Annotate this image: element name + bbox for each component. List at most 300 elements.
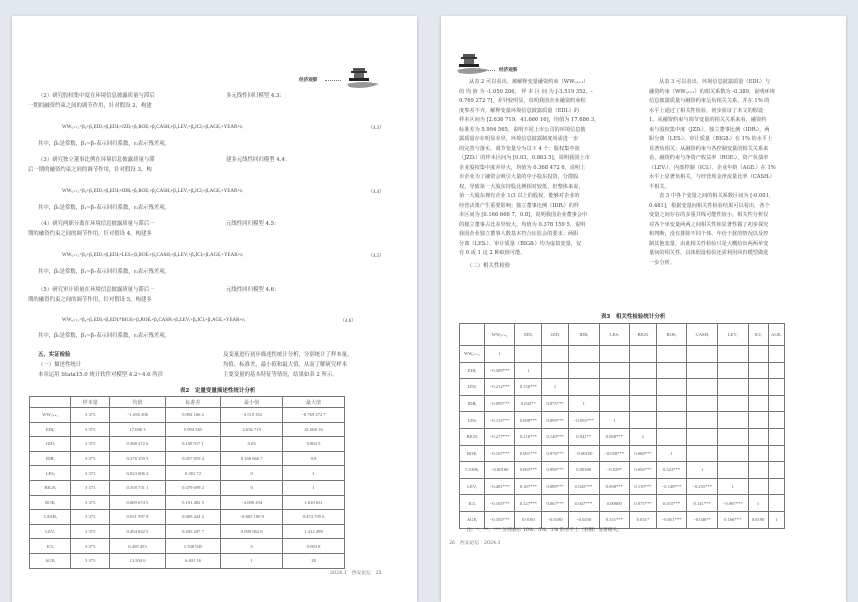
paragraph-line: 市企业为了融资会吸引大量的中小股东投资，分散股 (459, 174, 579, 180)
equation-4-3: WWᵢ,ₜ₊₁=β₀+β₁EDIᵢ+β₂EDIᵢ×JZDᵢ+β₃ROEᵢ+β₄CASHᵢ+β₅LEVᵢ+β₆ICIᵢ+β₇AGEᵢ+YEAR+εᵢ (62, 125, 244, 130)
table-2-value-cell: 3 373 (71, 466, 110, 481)
table-2-value-cell: 3 373 (71, 539, 110, 554)
table-3-value-cell (768, 445, 784, 462)
section-paragraph-left: 本章运用 Stata15.0 统计软件对模型 4.2~4.6 所涉 (38, 372, 164, 378)
table-3-value-cell (748, 478, 768, 495)
table-2-value-cell: 3 373 (71, 408, 110, 423)
paragraph-line: 和判断，没有排除不同个体、年份干扰的情况以及控 (649, 231, 769, 237)
paragraph-line: 表 3 中各个变量之间的相关系数区间为 [-0.001， (659, 193, 775, 199)
table-3-value-cell: −0.148*** (656, 478, 687, 495)
table-3-header-row (460, 324, 785, 346)
paragraph-line: 一步分析。 (649, 259, 675, 266)
table-2-row (30, 437, 345, 452)
table-3-value-cell: −0.029* (599, 462, 630, 479)
paragraph-line: 样本区间为 [2.636 719，41.660 16]，均值为 17.686 3， (459, 117, 600, 123)
hypothesis-4-model: 元线性回归模型 4.5： (226, 221, 280, 227)
table-3-value-cell: 0.096*** (542, 462, 569, 479)
table-2-value-cell: 0.069 674 5 (110, 495, 166, 510)
table-3-note: 注：*、**、*** 分别表示 10%、5%、1% 的水平上（双侧）显著相关。 (467, 528, 623, 533)
journal-header: 经济观察 (499, 68, 518, 73)
table-3-value-cell: −0.093*** (568, 412, 599, 429)
table-3-value-cell: −0.183*** (484, 511, 515, 528)
table-2-value-cell: 13.504 6 (110, 553, 166, 568)
table-2-row (30, 408, 345, 423)
table-3-value-cell: −0.389*** (484, 362, 515, 379)
table-2-value-cell: −3.519 352 (221, 408, 283, 423)
paragraph-line: 看，融资约束与净资产收益率（ROEᵢ）、资产负债率 (649, 155, 769, 161)
table-3-value-cell (717, 362, 748, 379)
table-2-header-cell: 样本量 (71, 397, 110, 408)
table-3-value-cell (748, 412, 768, 429)
table-2-value-cell: 1 (283, 480, 345, 495)
hypothesis-5-intro-cont: 期的融资约束之间的调节作用，针对假设 5，构建多 (28, 297, 152, 303)
table-3-value-cell: −0.212*** (484, 379, 515, 396)
table-2-value-cell: 0.863 5 (283, 437, 345, 452)
paragraph-line: 经营决策产生重要影响；独立董事比例（IDRᵢ）的样 (459, 202, 580, 209)
table-3-value-cell (768, 462, 784, 479)
table-2-row (30, 495, 345, 510)
table-3-row (460, 428, 785, 445)
page-footer-right: 26 西安论坛 2024.1 (449, 541, 501, 546)
table-2-variable-cell: AGEᵢ (30, 553, 71, 568)
table-3-value-cell (768, 362, 784, 379)
table-3-value-cell (515, 346, 542, 363)
table-3-value-cell: 0.041** (568, 428, 599, 445)
header-divider (325, 80, 341, 81)
table-3-header-cell: EDIᵢ (515, 324, 542, 346)
table-3-value-cell (568, 346, 599, 363)
table-3-value-cell: 0.068*** (630, 445, 657, 462)
text-column-left (459, 78, 644, 259)
page-footer-left: 2024.1 西安论坛 25 (330, 571, 382, 576)
equation-4-6: WWᵢ,ₜ₊₁=β₀+β₁EDIᵢ+β₂EDIᵢ*BIG8ᵢ+β₃ROEᵢ+β₄CASHᵢ+β₅LEVᵢ+β₆ICIᵢ+β₇AGEᵢ+YEAR+εᵢ (62, 318, 246, 323)
table-2-value-cell: 6.459 453 (110, 539, 166, 554)
table-3-value-cell (630, 395, 657, 412)
paragraph-line: 量间的相关性，具体假设检验还需利用回归模型做进 (649, 250, 769, 256)
table-2-variable-cell: WWᵢ,ₜ₊₁ (30, 408, 71, 423)
table-2-value-cell: 3 373 (71, 553, 110, 568)
table-3-value-cell (542, 362, 569, 379)
table-3-value-cell (656, 379, 687, 396)
paragraph-line: 从表 3 可以看出，环境信息披露质量（EDIᵢ）与 (659, 79, 771, 85)
table-3-row (460, 462, 785, 479)
table-2-row (30, 539, 345, 554)
table-3-value-cell (656, 428, 687, 445)
table-3-value-cell: −0.167*** (484, 445, 515, 462)
table-2-value-cell: 1.412 498 (283, 524, 345, 539)
table-3-value-cell (768, 395, 784, 412)
table-3-value-cell (768, 495, 784, 512)
table-3-value-cell (656, 412, 687, 429)
table-3-value-cell (717, 428, 748, 445)
table-2-variable-cell: ROEᵢ (30, 495, 71, 510)
paragraph-line: 度参差不齐。解释变量环境信息披露质量（EDIᵢ）的 (459, 107, 579, 114)
table-3-value-cell: −0.0250 (568, 511, 599, 528)
table-2-value-cell: 0.051 597 9 (110, 510, 166, 525)
table-2-descriptive-stats (29, 396, 345, 569)
section-paragraph-right-line: 均值、标准差、最小值和最大值，从而了解研究样本 (223, 362, 347, 368)
table-2-value-cell: 0.166 666 7 (221, 451, 283, 466)
table-3-value-cell (717, 395, 748, 412)
table-3-value-cell: 0.075*** (630, 495, 657, 512)
table-3-value-cell (717, 346, 748, 363)
table-3-value-cell (748, 428, 768, 445)
table-2-variable-cell: LESᵢ (30, 466, 71, 481)
table-3-value-cell (768, 412, 784, 429)
table-3-value-cell: 1 (656, 445, 687, 462)
table-3-value-cell: 0.00800 (599, 495, 630, 512)
table-2-value-cell: 3 373 (71, 495, 110, 510)
table-3-value-cell (687, 379, 718, 396)
paragraph-line: 0.769 272 7]，差异较明显，说明我国企业融资约束程 (459, 98, 586, 104)
table-3-value-cell (568, 379, 599, 396)
table-3-value-cell (717, 379, 748, 396)
hypothesis-2-intro-cont: 一期的融资约束之间的调节作用，针对假设 2，构建 (28, 103, 152, 109)
table-2-value-cell: 0.158 917 1 (165, 437, 221, 452)
hypothesis-3-intro-cont: 后一期的融资约束之间的调节作用，针对假设 3，构 (28, 167, 152, 173)
section-paragraph-right-line: 及变量进行初步描述性统计分析，分别统计了样本量、 (223, 352, 353, 358)
paragraph-line: 不相关。 (649, 183, 670, 190)
table-2-value-cell: 0.823 006 2 (110, 466, 166, 481)
table-3-header-cell: ROEᵢ (656, 324, 687, 346)
table-3-value-cell: 0.043** (515, 395, 542, 412)
equation-number-4-6: （4.6） (340, 319, 357, 324)
table-3-value-cell (568, 362, 599, 379)
table-2-value-cell: 6.401 16 (165, 553, 221, 568)
table-2-value-cell: 1 (221, 553, 283, 568)
table-3-header-cell: CASHᵢ (687, 324, 718, 346)
paragraph-line: （LEVᵢ）、内部控制（ICIᵢ）、企业年龄（AGEᵢ）在 1% (649, 164, 776, 171)
table-3-value-cell: 1 (599, 412, 630, 429)
table-3-value-cell (630, 362, 657, 379)
hypothesis-4-intro-cont: 期的融资约束之间的调节作用，针对假设 4，构建多 (28, 231, 152, 237)
paragraph-line: 职分离（LESᵢ）、审计质量（BIG8ᵢ）在 1% 的水平上 (649, 136, 773, 142)
paragraph-line: 1。从融资约束与调节变量的相关关系来看，融资约 (649, 117, 767, 123)
table-2-value-cell: 17.686 3 (110, 422, 166, 437)
paragraph-line: 分离（LESᵢ）、审计质量（BIG8ᵢ）均为虚拟变量，仅 (459, 240, 582, 247)
table-3-value-cell: −0.163*** (484, 495, 515, 512)
table-3-value-cell: 0.045*** (568, 478, 599, 495)
table-3-caption: 表3 相关性检验统计分析 (601, 314, 666, 320)
table-2-value-cell: 3 373 (71, 422, 110, 437)
table-2-variable-cell: ICIᵢ (30, 539, 71, 554)
table-2-value-cell: 0.479 699 2 (165, 480, 221, 495)
table-3-value-cell: 0.187*** (515, 478, 542, 495)
table-3-value-cell: 1 (568, 395, 599, 412)
table-2-row (30, 553, 345, 568)
equation-4-3-note: 其中，β₀是常数，β₁~β₇表示回归系数，εᵢ表示残差项。 (38, 141, 171, 147)
table-2-variable-cell: CASHᵢ (30, 510, 71, 525)
table-2-variable-cell: LEVᵢ (30, 524, 71, 539)
table-3-value-cell (599, 395, 630, 412)
paragraph-line: 束与股权集中度（JZDᵢ）、独立董事比例（IDRᵢ）、两 (649, 126, 770, 133)
table-2-value-cell: 0.358 731 1 (110, 480, 166, 495)
table-2-variable-cell: BIG8ᵢ (30, 480, 71, 495)
table-3-value-cell: 1 (630, 428, 657, 445)
table-3-value-cell: 0.060*** (599, 428, 630, 445)
table-3-value-cell (630, 412, 657, 429)
table-2-value-cell: 0 (221, 539, 283, 554)
table-2-value-cell: 0.092 166 2 (165, 408, 221, 423)
table-2-row (30, 451, 345, 466)
hypothesis-5-intro: （5）研究审计质量在环境信息披露质量与滞后一 (38, 287, 155, 293)
table-3-variable-cell: ROEᵢ (460, 445, 485, 462)
hypothesis-3-intro: （3）研究独立董事比例在环境信息披露质量与滞 (38, 157, 155, 163)
table-3-value-cell (687, 428, 718, 445)
table-3-value-cell: 0.098*** (515, 412, 542, 429)
table-3-value-cell: 0.067*** (542, 495, 569, 512)
journal-header: 经济观察 (299, 78, 318, 83)
paragraph-line: 变量之间存在的多重共线可能性较小。相关性分析仅 (649, 212, 769, 218)
table-2-header-cell: 最大值 (283, 397, 345, 408)
table-3-value-cell (748, 346, 768, 363)
hypothesis-3-model: 建多元线性回归模型 4.4： (226, 157, 291, 163)
table-3-header-cell: AGEᵢ (768, 324, 784, 346)
paragraph-line: 标准差为 5.994 565，说明不同上市公司的环境信息披 (459, 126, 586, 133)
equation-4-5: WWᵢ,ₜ₊₁=β₀+β₁EDIᵢ+β₂EDIᵢ×LESᵢ+β₃ROEᵢ+β₄CASHᵢ+β₅LEVᵢ+β₆ICIᵢ+β₇AGEᵢ+YEAR+εᵢ (62, 253, 244, 258)
table-3-row (460, 445, 785, 462)
paragraph-line: 水平上通过了相关性检验，初步验证了本文的假设 (649, 107, 764, 114)
equation-number-4-3: （4.3） (368, 126, 385, 131)
table-3-value-cell (768, 379, 784, 396)
table-2-value-cell: 0.205 207 7 (165, 524, 221, 539)
table-3-value-cell: −0.067*** (717, 495, 748, 512)
table-3-row (460, 395, 785, 412)
equation-4-5-note: 其中，β₀是常数，β₁~β₇表示回归系数，εᵢ表示残差项。 (38, 269, 171, 275)
paragraph-line: 显著负相关；从融资约束与各控制变量的相关关系来 (649, 145, 769, 152)
table-3-value-cell: 0.323*** (656, 462, 687, 479)
table-3-value-cell (748, 445, 768, 462)
table-2-value-cell: 0.03 (221, 437, 283, 452)
paragraph-line: 我国企业独立董事人数基本符合证监会的要求；两职 (459, 231, 579, 237)
paragraph-line: 制其他变量，由此相关性检验只是大概给出两两单变 (649, 240, 769, 247)
table-3-value-cell (599, 362, 630, 379)
table-3-value-cell: −0.0180 (542, 511, 569, 528)
section-paragraph-right-line: 主要变量的基本特征等情况，结果如表 2 所示。 (223, 372, 338, 378)
paragraph-line: 0.481]，根据变量间相关性检验结果可以看出，各个 (649, 202, 770, 209)
table-3-row (460, 362, 785, 379)
table-2-value-cell: 0 (221, 466, 283, 481)
table-3-header-cell: LESᵢ (599, 324, 630, 346)
table-3-value-cell: 1 (515, 362, 542, 379)
table-2-header-cell: 标准差 (165, 397, 221, 408)
text-column-right (649, 78, 834, 268)
journal-logo-icon (455, 52, 491, 78)
paragraph-line: 信息披露质量与融资约束呈负相关关系，并在 1% 的 (649, 98, 770, 104)
table-3-row (460, 412, 785, 429)
table-3-variable-cell: WWᵢ,ₜ₊₁ (460, 346, 485, 363)
paragraph-line: 本区间为 [0.166 666 7，0.8]，说明我国企业董事会中 (459, 212, 588, 218)
header-divider (479, 70, 495, 71)
hypothesis-2-model: 多元线性回归模型 4.3： (226, 93, 285, 99)
table-3-value-cell (599, 346, 630, 363)
table-3-value-cell (717, 462, 748, 479)
table-3-value-cell (717, 445, 748, 462)
table-3-value-cell: 0.166*** (717, 511, 748, 528)
table-3-value-cell: 0.063*** (515, 462, 542, 479)
table-3-header-cell: JZDᵢ (542, 324, 569, 346)
table-3-value-cell (687, 395, 718, 412)
equation-number-4-4: （4.4） (368, 190, 385, 195)
paragraph-line: 水平上显著负相关，与经营现金净流量比率（CASHᵢ） (649, 174, 775, 180)
section-title: 五、实证检验 (38, 352, 71, 358)
hypothesis-4-intro: （4）研究两职分离在环境信息披露质量与滞后一 (38, 221, 155, 227)
table-3-value-cell (748, 362, 768, 379)
table-2-value-cell: 0.069 424 2 (165, 510, 221, 525)
table-3-value-cell (599, 379, 630, 396)
left-page (12, 16, 417, 602)
table-3-value-cell: 0.075*** (542, 395, 569, 412)
table-3-value-cell: 1 (687, 462, 718, 479)
table-3-value-cell: 0.216*** (515, 428, 542, 445)
paragraph-line: （JZDᵢ）的样本区间为 [0.03，0.863 5]，说明我国上市 (459, 155, 590, 161)
table-3-value-cell (687, 412, 718, 429)
table-2-value-cell: 0.368 472 6 (110, 437, 166, 452)
table-2-value-cell: 3 373 (71, 437, 110, 452)
table-3-value-cell: 0.0190 (748, 511, 768, 528)
table-2-value-cell: 0.474 795 6 (283, 510, 345, 525)
table-2-row (30, 510, 345, 525)
paragraph-line: 的独立董事占比差异较大，均值为 0.376 159 5，说明 (459, 221, 586, 228)
table-3-value-cell: 1 (542, 379, 569, 396)
table-2-row (30, 524, 345, 539)
table-3-value-cell: 0.127*** (515, 495, 542, 512)
table-3-value-cell: 1 (768, 511, 784, 528)
table-3-value-cell (768, 346, 784, 363)
table-2-value-cell: 0.494 842 5 (110, 524, 166, 539)
equation-4-6-note: 其中，β₀是常数，β₁~β₇表示回归系数，εᵢ表示残差项。 (38, 333, 171, 339)
table-3-value-cell (748, 395, 768, 412)
table-2-value-cell: −0.769 272 7 (283, 408, 345, 423)
table-3-value-cell: 0.098*** (599, 478, 630, 495)
table-3-variable-cell: AGEᵢ (460, 511, 485, 528)
table-3-variable-cell: ICIᵢ (460, 495, 485, 512)
table-2-value-cell: 3 373 (71, 524, 110, 539)
table-3-value-cell: −0.095*** (484, 395, 515, 412)
hypothesis-5-model: 元线性回归模型 4.6： (226, 287, 280, 293)
table-3-value-cell: 0.089*** (542, 478, 569, 495)
paragraph-line: 权，导致第一大股东持股比例相对较低，但整体来说， (459, 183, 584, 190)
paragraph-line: 的完善与落实。调节变量分为以下 4 个：股权集中度 (459, 145, 580, 152)
table-3-value-cell: −0.481*** (484, 478, 515, 495)
table-3-value-cell: 0.099*** (542, 412, 569, 429)
table-2-value-cell: 1.338 945 (165, 539, 221, 554)
paragraph-line: 融资约束（WWᵢ,ₜ₊₁）的相关系数为 -0.389，说明环境 (649, 88, 775, 95)
table-3-value-cell (687, 445, 718, 462)
hypothesis-2-intro: （2）研究股权集中度在环境信息披露质量与滞后 (38, 93, 155, 99)
table-3-value-cell: 0.415*** (656, 495, 687, 512)
table-3-header-cell: BIG8ᵢ (630, 324, 657, 346)
paragraph-line: 企业股权集中度差异大，均值为 0.368 472 6，说明上 (459, 164, 586, 171)
table-2-value-cell: −4.690 294 (221, 495, 283, 510)
table-3-value-cell: 0.076*** (542, 445, 569, 462)
table-2-header-cell: 均值 (110, 397, 166, 408)
table-3-variable-cell: BIG8ᵢ (460, 428, 485, 445)
equation-number-4-5: （4.5） (368, 254, 385, 259)
table-3-value-cell: 0.151*** (599, 511, 630, 528)
table-3-value-cell (717, 412, 748, 429)
table-3-value-cell: −0.00100 (484, 462, 515, 479)
table-2-value-cell: −1.050 206 (110, 408, 166, 423)
table-2-row (30, 480, 345, 495)
table-3-value-cell: 0.091*** (515, 445, 542, 462)
table-3-value-cell: 1 (748, 495, 768, 512)
subsection-title: （一）描述性统计 (38, 362, 82, 368)
journal-logo-icon (345, 66, 381, 92)
table-3-value-cell (630, 379, 657, 396)
subsection-title: （二）相关性检验 (467, 263, 511, 269)
table-3-value-cell: 0.00300 (568, 462, 599, 479)
table-3-value-cell (656, 362, 687, 379)
table-3-value-cell (687, 362, 718, 379)
table-2-header-row (30, 397, 345, 408)
table-3-header-cell: IDRᵢ (568, 324, 599, 346)
table-2-value-cell: 28 (283, 553, 345, 568)
table-2-caption: 表2 定量变量描述性统计分析 (180, 388, 256, 394)
table-3-row (460, 495, 785, 512)
table-2-value-cell: 0.191 482 5 (165, 495, 221, 510)
table-3-value-cell: 0.119*** (630, 478, 657, 495)
table-3-variable-cell: CASHᵢ (460, 462, 485, 479)
table-2-header-cell (30, 397, 71, 408)
right-page (441, 16, 846, 602)
table-2-row (30, 466, 345, 481)
table-3-value-cell: 0.047*** (568, 495, 599, 512)
table-3-value-cell: 0.141*** (687, 495, 718, 512)
table-3-value-cell: −0.058*** (599, 445, 630, 462)
table-3-value-cell: −0.040** (687, 511, 718, 528)
table-3-value-cell: 0.056*** (630, 462, 657, 479)
paragraph-line: 第一大股东拥有企业 1/3 以上的股权，能够对企业的 (459, 193, 580, 199)
table-2-value-cell: 5.994 565 (165, 422, 221, 437)
table-3-value-cell (748, 379, 768, 396)
table-3-header-cell (460, 324, 485, 346)
table-3-variable-cell: JZDᵢ (460, 379, 485, 396)
table-2-header-cell: 最小值 (221, 397, 283, 408)
table-3-value-cell: −0.255*** (687, 478, 718, 495)
table-3-value-cell: 1 (717, 478, 748, 495)
table-3-value-cell: −0.277*** (484, 428, 515, 445)
table-2-value-cell: 0.8 (283, 451, 345, 466)
table-3-value-cell (630, 346, 657, 363)
table-3-value-cell: 1 (484, 346, 515, 363)
table-2-value-cell: 41.660 16 (283, 422, 345, 437)
table-2-variable-cell: IDRᵢ (30, 451, 71, 466)
table-3-value-cell (656, 395, 687, 412)
equation-4-4: WWᵢ,ₜ₊₁=β₀+β₁EDIᵢ+β₂EDIᵢ×IDRᵢ+β₃ROEᵢ+β₄CASHᵢ+β₅LEVᵢ+β₆ICIᵢ+β₇AGEᵢ+YEAR+εᵢ (62, 189, 244, 194)
table-3-variable-cell: LEVᵢ (460, 478, 485, 495)
table-3-value-cell (656, 346, 687, 363)
table-2-value-cell: 9.083 8 (283, 539, 345, 554)
table-2-value-cell: 0.376 159 5 (110, 451, 166, 466)
paragraph-line: 的 均 值 为 -1.050 206， 样 本 区 间 为 [-3.519 352，- (459, 88, 593, 95)
table-3-row (460, 379, 785, 396)
table-2-value-cell: 2.636 719 (221, 422, 283, 437)
table-2-value-cell: 3 373 (71, 480, 110, 495)
paragraph-line: 对各个单变量两两之间相关性和显著性做了初步探究 (649, 221, 769, 228)
table-3-variable-cell: LESᵢ (460, 412, 485, 429)
equation-4-4-note: 其中，β₀是常数，β₁~β₇表示回归系数，εᵢ表示残差项。 (38, 205, 171, 211)
table-3-value-cell: 0.0160 (515, 511, 542, 528)
table-2-value-cell: 1.610 631 (283, 495, 345, 510)
table-3-value-cell: 0.031* (630, 511, 657, 528)
table-3-header-cell: WWᵢ,ₜ₊₁ (484, 324, 515, 346)
table-3-header-cell: LEVᵢ (717, 324, 748, 346)
paragraph-line: 从表 2 可以看出，被解释变量融资约束（WWᵢ,ₜ₊₁） (469, 79, 589, 85)
table-3-value-cell: −0.113*** (484, 412, 515, 429)
table-3-value-cell (768, 428, 784, 445)
table-3-correlation (459, 323, 785, 529)
